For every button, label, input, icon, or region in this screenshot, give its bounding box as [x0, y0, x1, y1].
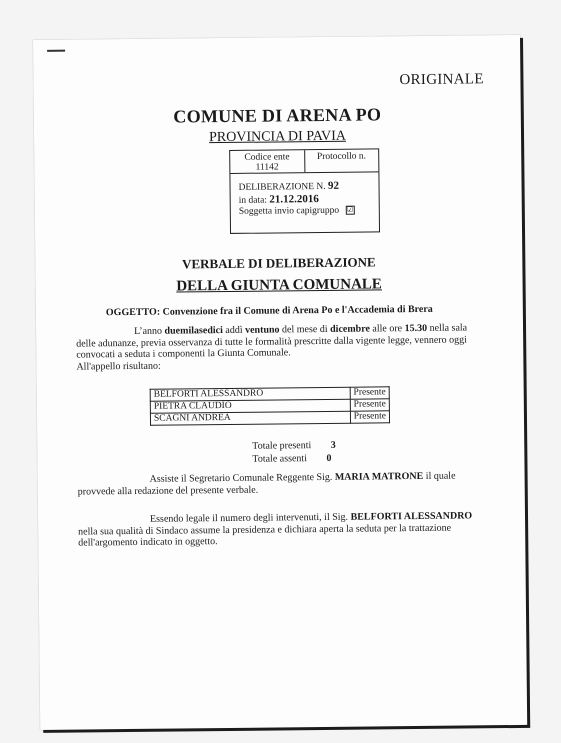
capigruppo-line: [239, 205, 379, 218]
oggetto-text: Convenzione fra il Comune di Arena Po e l'Accademia di Brera: [162, 303, 433, 318]
intro-paragraph: [76, 322, 471, 372]
data-label: in data:: [238, 195, 267, 206]
giunta-title: DELLA GIUNTA COMUNALE: [176, 276, 382, 295]
codice-ente-value: 11142: [255, 162, 279, 173]
secretary-paragraph: [78, 470, 478, 497]
municipality-title: COMUNE DI ARENA PO: [173, 104, 382, 127]
secretary-text: Assiste il Segretario Comunale Reggente Sig.: [149, 471, 335, 485]
checkbox-checked-icon: ☑: [346, 205, 354, 215]
intro-text: del mese di: [279, 323, 331, 336]
protocollo-label: Protocollo n.: [316, 151, 367, 163]
total-absent-value: 0: [326, 452, 332, 464]
secretary-name: MARIA MATRONE: [334, 470, 424, 483]
mayor-name: BELFORTI ALESSANDRO: [350, 510, 473, 523]
document-page: [33, 35, 527, 730]
member-name: BELFORTI ALESSANDRO: [150, 387, 350, 401]
total-present-label: Totale presenti: [252, 440, 312, 452]
oggetto-line: [106, 304, 433, 318]
total-present-line: [252, 439, 336, 453]
secretary-text: il quale provvede alla redazione del presente verbale.: [77, 470, 456, 498]
intro-hour: 15.30: [404, 322, 428, 335]
verbale-title: VERBALE DI DELIBERAZIONE: [181, 254, 376, 272]
total-absent-label: Totale assenti: [252, 453, 308, 465]
corner-mark: [47, 50, 65, 52]
intro-text: alle ore: [369, 323, 405, 335]
intro-month: dicembre: [330, 323, 370, 335]
attendance-totals: [252, 439, 336, 466]
intro-text: addì: [222, 324, 246, 337]
intro-text: nella sala delle adunanze, previa osservanza di tutte le formalità prescritte dalla vigente legge, vennero oggi convocati a seduta i componenti la Giunta Comunale.: [76, 322, 468, 361]
total-present-value: 3: [330, 439, 336, 451]
member-status: Presente: [350, 387, 389, 399]
mayor-paragraph: [78, 510, 478, 549]
member-status: Presente: [350, 411, 389, 423]
total-absent-line: [252, 452, 336, 466]
original-stamp: ORIGINALE: [399, 71, 484, 89]
delibera-number: 92: [327, 179, 340, 192]
member-name: PIETRA CLAUDIO: [150, 399, 350, 413]
intro-text: L’anno: [134, 325, 165, 337]
info-box-header-row: [230, 149, 378, 174]
codice-ente-label: Codice ente: [244, 152, 290, 163]
member-status: Presente: [350, 399, 389, 411]
codice-ente-cell: [230, 150, 305, 173]
mayor-text: nella sua qualità di Sindaco assume la presidenza e dichiara aperta la seduta per la trattazione dell'argomento indicato in oggetto.: [78, 522, 452, 549]
roll-call-label: All'appello risultano:: [76, 360, 161, 373]
intro-day: ventuno: [245, 324, 280, 336]
intro-year: duemilasedici: [164, 325, 223, 337]
member-name: SCAGNI ANDREA: [150, 411, 350, 425]
mayor-text: Essendo legale il numero degli intervenuti, il Sig.: [149, 511, 351, 525]
data-value: 21.12.2016: [269, 192, 319, 206]
province-subtitle: PROVINCIA DI PAVIA: [208, 128, 347, 146]
info-box-body: [230, 172, 378, 218]
members-table: [150, 386, 390, 426]
oggetto-label: OGGETTO:: [105, 306, 161, 319]
deliberation-info-box: [229, 148, 380, 234]
capigruppo-label: Soggetta invio capigruppo: [238, 205, 340, 217]
table-row: [150, 411, 389, 426]
delibera-label: DELIBERAZIONE N.: [238, 181, 326, 193]
